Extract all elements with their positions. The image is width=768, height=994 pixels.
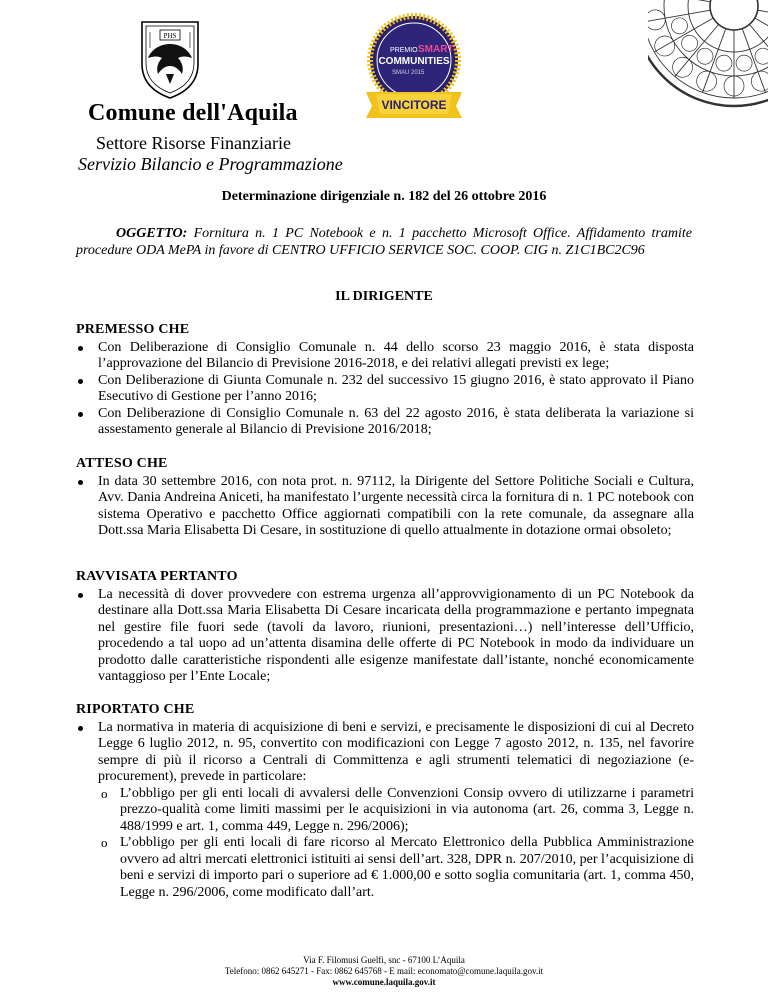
bullet-icon — [78, 379, 83, 384]
bullet-icon — [78, 412, 83, 417]
bullet-list — [76, 474, 694, 540]
badge-line1: PREMIO — [390, 47, 418, 54]
page-footer — [0, 955, 768, 988]
bullet-list — [76, 720, 694, 902]
list-item-text: Con Deliberazione di Giunta Comunale n. 232 del successivo 15 giugno 2016, è stato approvato il Piano Esecutivo di Gestione per l’anno 2016; — [98, 372, 694, 404]
section-heading: PREMESSO CHE — [76, 322, 190, 337]
sub-list-item — [98, 835, 694, 901]
section-heading: RIPORTATO CHE — [76, 702, 195, 717]
section-heading: ATTESO CHE — [76, 456, 168, 471]
list-item-text: La necessità di dover provvedere con estrema urgenza all’approvvigionamento di un PC Notebook da destinare alla Dott.ssa Maria Elisabetta Di Cesare incaricata della programmazione e pertanto impegnata nel gestire file fuori sede (tavoli da lavoro, riunioni, presentazioni…) nell’interesse dell’Ufficio, procedendo a tal uopo ad un’attenta disamina delle offerte di PC Notebook in modo da individuare un prodotto dalle caratteristiche rispondenti alle esigenze manifestate dall’istante, nonché economicamente vantaggioso per l’Ente Locale; — [98, 586, 694, 684]
bullet-icon — [78, 593, 83, 598]
list-item-text: Con Deliberazione di Consiglio Comunale n. 44 dello scorso 23 maggio 2016, è stata disposta l’approvazione del Bilancio di Previsione 2016-2018, e dei relativi allegati previsti ex lege; — [98, 339, 694, 371]
circle-bullet-icon: o — [101, 785, 108, 801]
section-riportato — [76, 702, 694, 901]
crest-text: PHS — [163, 32, 177, 40]
sub-list-item — [98, 786, 694, 836]
dirigente-heading: IL DIRIGENTE — [335, 289, 433, 304]
bullet-icon — [78, 726, 83, 731]
section-premesso — [76, 322, 694, 439]
list-item-text: La normativa in materia di acquisizione di beni e servizi, e precisamente le disposizioni di cui al Decreto Legge 6 luglio 2012, n. 95, convertito con modificazioni con Legge 7 agosto 2012, n. 135, nel favorire sempre di più il ricorso a Centrali di Committenza e agli strumenti telematici di negoziazione (e-procurement), prevede in particolare: — [98, 719, 694, 784]
badge-line2: SMART — [418, 44, 454, 55]
sub-list — [98, 786, 694, 902]
comune-title: Comune dell'Aquila — [88, 100, 298, 126]
rose-window-decoration — [648, 0, 768, 114]
bullet-icon — [78, 346, 83, 351]
subject-paragraph — [76, 225, 692, 259]
list-item — [76, 720, 694, 902]
list-item-text: In data 30 settembre 2016, con nota prot. n. 97112, la Dirigente del Settore Politiche Sociali e Cultura, Avv. Dania Andreina Aniceti, ha manifestato l’urgente necessità circa la fornitura di n. 1 PC notebook con sistema Operativo e pacchetto Office aggiornati compatibili con la rete comunale, da assegnare alla Dott.ssa Maria Elisabetta Di Cesare, in sostituzione di quello attualmente in dotazione ormai obsoleto; — [98, 473, 694, 538]
badge-line4: SMAU 2015 — [392, 70, 425, 76]
footer-address: Via F. Filomusi Guelfi, snc - 67100 L’Aquila — [303, 955, 465, 965]
footer-contacts: Telefono: 0862 645271 - Fax: 0862 645768 - E mail: economato@comune.laquila.gov.it — [224, 966, 544, 976]
settore-title: Settore Risorse Finanziarie — [96, 133, 291, 153]
bullet-icon — [78, 480, 83, 485]
circle-bullet-icon: o — [101, 835, 108, 850]
section-heading: RAVVISATA PERTANTO — [76, 569, 238, 584]
section-ravvisata — [76, 569, 694, 686]
list-item — [76, 373, 694, 406]
list-item — [76, 340, 694, 373]
badge-line3: COMMUNITIES — [378, 56, 450, 67]
list-item — [76, 587, 694, 686]
sub-list-item-text: L’obbligo per gli enti locali di avvalersi delle Convenzioni Consip ovvero di utilizzarne i parametri prezzo-qualità come limiti massimi per le acquisizioni in via autonoma (art. 26, comma 3, Legge n. 488/1999 e art. 1, comma 449, Legge n. 296/2006); — [120, 785, 694, 834]
badge-ribbon: VINCITORE — [381, 98, 447, 112]
smart-communities-badge — [352, 10, 476, 122]
list-item — [76, 474, 694, 540]
bullet-list — [76, 340, 694, 439]
section-atteso — [76, 456, 694, 540]
list-item-text: Con Deliberazione di Consiglio Comunale n. 63 del 22 agosto 2016, è stata deliberata la variazione si assestamento generale al Bilancio di Previsione 2016/2018; — [98, 405, 694, 437]
sub-list-item-text: L’obbligo per gli enti locali di fare ricorso al Mercato Elettronico della Pubblica Amministrazione ovvero ad altri mercati elettronici istituiti ai sensi dell’art. 328, DPR n. 207/2010, per l’acquisizione di beni e servizi di importo pari o superiore ad € 1.000,00 e sotto soglia comunitaria (art. 1, comma 450, Legge n. 296/2006, come modificato dall’art. — [120, 835, 694, 900]
subject-label: OGGETTO: — [116, 226, 188, 241]
determination-title: Determinazione dirigenziale n. 182 del 26 ottobre 2016 — [221, 189, 547, 204]
list-item — [76, 406, 694, 439]
bullet-list — [76, 587, 694, 686]
subject-text: Fornitura n. 1 PC Notebook e n. 1 pacchetto Microsoft Office. Affidamento tramite procedure ODA MePA in favore di CENTRO UFFICIO SERVICE SOC. COOP. CIG n. Z1C1BC2C96 — [76, 226, 692, 258]
city-crest-logo — [138, 18, 202, 100]
servizio-title: Servizio Bilancio e Programmazione — [78, 154, 343, 174]
footer-website: www.comune.laquila.gov.it — [332, 977, 436, 987]
